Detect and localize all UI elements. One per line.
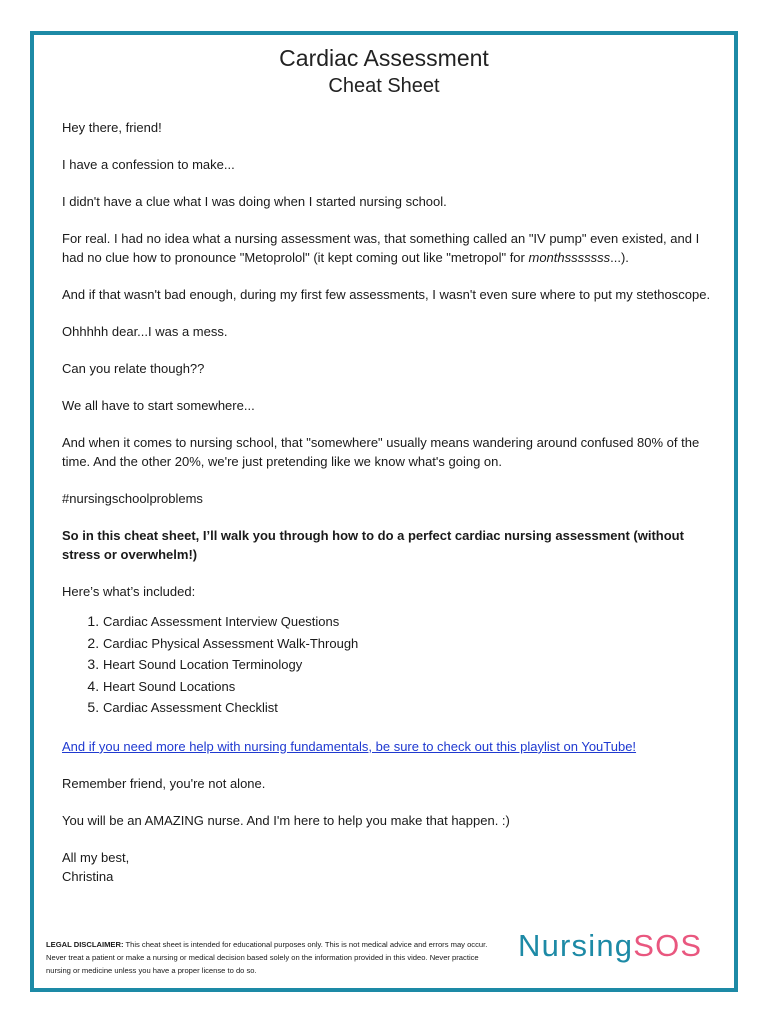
for-real-text: For real. I had no idea what a nursing assessment was, that something called an "IV pump" even existed, and I had no clue how to pronounce "Metoprolol" (it kept coming out like "metropol" for	[62, 231, 700, 265]
included-label: Here’s what’s included:	[62, 584, 196, 599]
paragraph-for-real	[62, 229, 722, 267]
list-item: 3. Heart Sound Location Terminology	[103, 654, 722, 676]
logo-sos: SOS	[633, 928, 703, 963]
paragraph-somewhere: And when it comes to nursing school, that "somewhere" usually means wandering around confused 80% of the time. And the other 20%, we're just pretending like we know what's going on.	[62, 435, 700, 469]
legal-disclaimer	[46, 938, 496, 977]
signature-block	[62, 848, 722, 886]
paragraph-amazing: You will be an AMAZING nurse. And I'm here to help you make that happen. :)	[62, 812, 510, 828]
disclaimer-text: This cheat sheet is intended for educational purposes only. This is not medical advice and errors may occur. Never treat a patient or make a nursing or medical decision based solely on the information provided in this video. Never practice nursing or medicine unless you have a proper license to do so.	[46, 940, 488, 975]
list-item: 2. Cardiac Physical Assessment Walk-Through	[103, 633, 722, 655]
for-real-end: ...).	[610, 250, 629, 265]
hashtag: #nursingschoolproblems	[62, 491, 203, 506]
page-title: Cardiac Assessment	[279, 45, 489, 71]
youtube-playlist-link[interactable]: And if you need more help with nursing fundamentals, be sure to check out this playlist on YouTube!	[62, 738, 637, 754]
paragraph-relate: Can you relate though??	[62, 361, 205, 376]
list-item: 1. Cardiac Assessment Interview Questions	[103, 611, 722, 633]
paragraph-no-clue: I didn't have a clue what I was doing when I started nursing school.	[62, 194, 447, 209]
bold-intro: So in this cheat sheet, I’ll walk you through how to do a perfect cardiac nursing assessment (without stress or overwhelm!)	[62, 528, 684, 562]
list-item: 4. Heart Sound Locations	[103, 676, 722, 698]
for-real-italic: monthsssssss	[528, 250, 611, 265]
page-subtitle: Cheat Sheet	[328, 75, 440, 97]
playlist-paragraph	[62, 737, 722, 756]
paragraph-confession: I have a confession to make...	[62, 157, 235, 172]
logo-nursing: Nursing	[518, 928, 634, 963]
sign-off: All my best,	[62, 849, 130, 865]
nursingsos-logo	[518, 928, 702, 964]
disclaimer-label: LEGAL DISCLAIMER:	[46, 940, 124, 949]
paragraph-ohhh: Ohhhhh dear...I was a mess.	[62, 324, 228, 339]
list-item: 5. Cardiac Assessment Checklist	[103, 697, 722, 719]
greeting: Hey there, friend!	[62, 120, 162, 135]
included-list	[62, 611, 722, 719]
signature-name: Christina	[62, 868, 114, 884]
paragraph-bad-enough: And if that wasn't bad enough, during my first few assessments, I wasn't even sure where to put my stethoscope.	[62, 287, 711, 302]
letter-body	[62, 118, 722, 886]
paragraph-start: We all have to start somewhere...	[62, 398, 255, 413]
paragraph-not-alone: Remember friend, you're not alone.	[62, 775, 266, 791]
